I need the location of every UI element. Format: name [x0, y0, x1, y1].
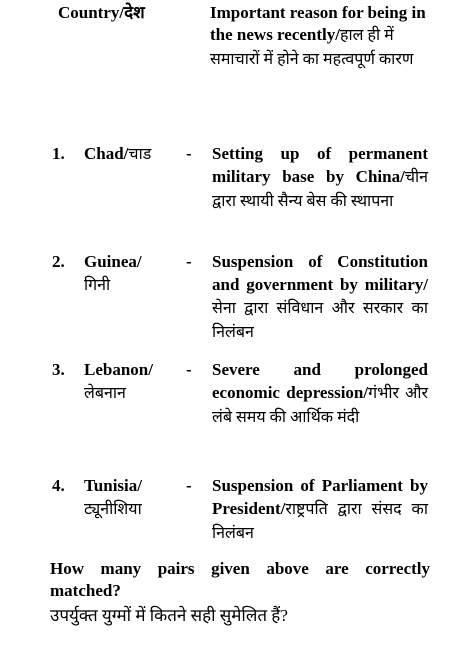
reason-hi: राष्ट्रपति द्वारा संसद का निलंबन: [212, 501, 428, 542]
country-en: Lebanon/: [84, 360, 153, 379]
country-hi: ट्यूनीशिया: [84, 501, 142, 518]
pair-reason: [212, 358, 428, 429]
pair-number: 1.: [52, 144, 65, 163]
pair-reason: [212, 474, 428, 545]
header-country: Country/देश: [58, 3, 145, 22]
header-reason: [210, 2, 440, 72]
country-hi: लेबनान: [84, 385, 126, 402]
pair-number: 2.: [52, 252, 65, 271]
reason-en: Setting up of permanent military base by China/: [212, 144, 428, 186]
header-reason-hi: हाल ही में समाचारों में होने का महत्वपूर्ण कारण: [210, 27, 414, 68]
pair-dash: -: [186, 144, 192, 163]
pair-country: [84, 142, 184, 166]
pair-number: 3.: [52, 360, 65, 379]
reason-en: Severe and prolonged economic depression/: [212, 360, 428, 402]
pair-dash: -: [186, 360, 192, 379]
pair-country: [84, 250, 184, 297]
country-hi: चाड: [128, 146, 152, 163]
pair-country: [84, 358, 184, 405]
header-reason-en: Important reason for being in the news recently/: [210, 3, 426, 44]
reason-en: Suspension of Parliament by President/: [212, 476, 428, 518]
pair-reason: [212, 142, 428, 213]
pair-country: [84, 474, 184, 521]
country-en: Guinea/: [84, 252, 142, 271]
country-en: Chad/: [84, 144, 129, 163]
reason-en: Suspension of Constitution and government by military/: [212, 252, 428, 294]
question-text-hi: उपर्युक्त युग्मों में कितने सही सुमेलित हैं?: [50, 606, 288, 625]
pair-dash: -: [186, 252, 192, 271]
reason-hi: सेना द्वारा संविधान और सरकार का निलंबन: [212, 300, 428, 341]
country-en: Tunisia/: [84, 476, 142, 495]
reason-hi: गंभीर और लंबे समय की आर्थिक मंदी: [212, 385, 428, 426]
pair-reason: [212, 250, 428, 344]
pair-dash: -: [186, 476, 192, 495]
reason-hi: चीन द्वारा स्थायी सैन्य बेस की स्थापना: [212, 169, 428, 210]
question-text-en: How many pairs given above are correctly matched?: [50, 559, 430, 600]
country-hi: गिनी: [84, 277, 111, 294]
pair-number: 4.: [52, 476, 65, 495]
